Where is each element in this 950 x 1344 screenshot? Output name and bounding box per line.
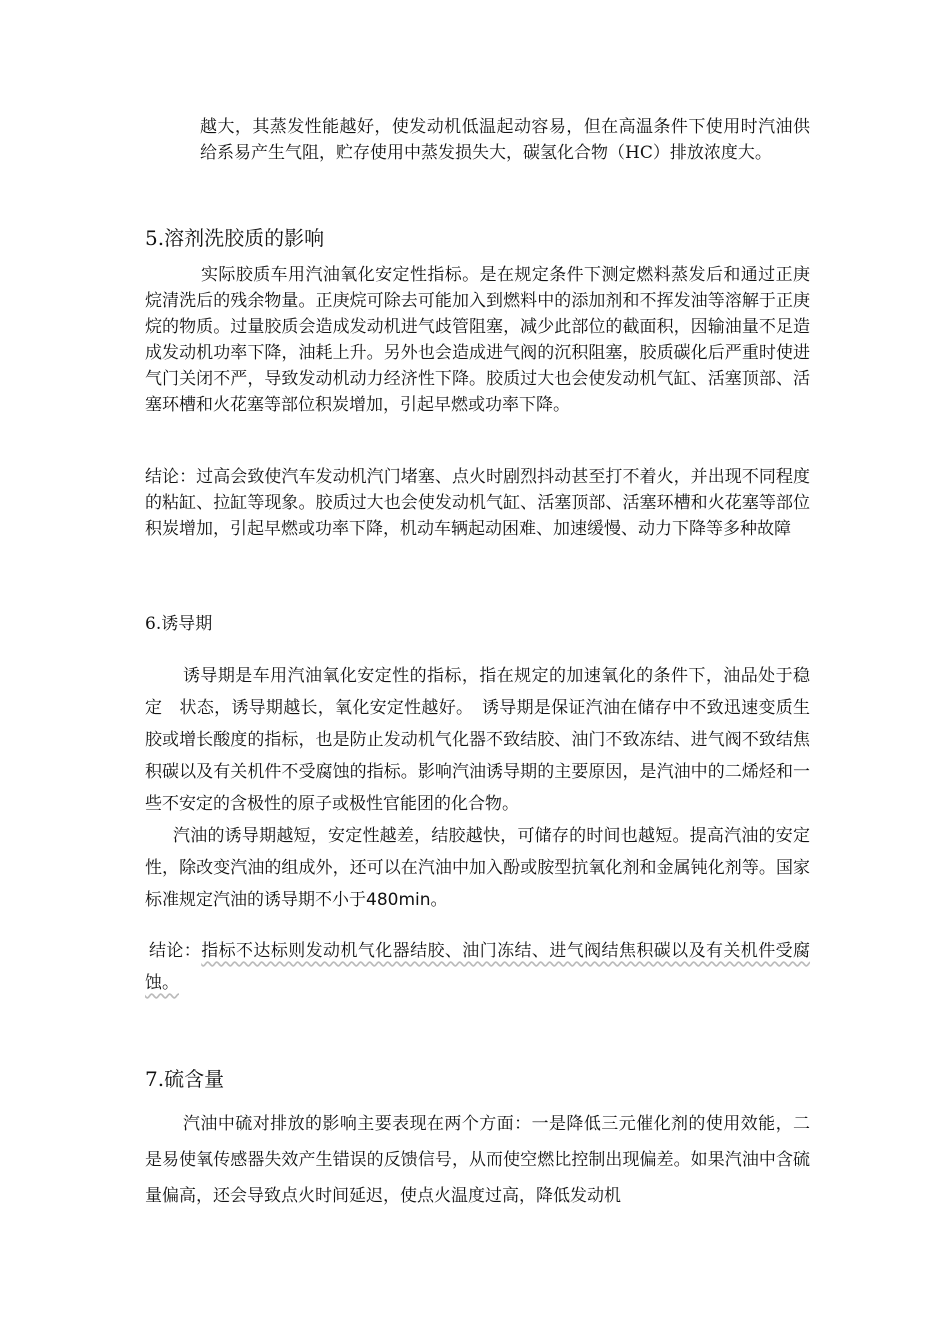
section-6-paragraph-2-end: 。 <box>430 890 448 910</box>
section-5-heading-block <box>145 224 810 252</box>
section-5-conclusion: 结论：过高会致使汽车发动机汽门堵塞、点火时剧烈抖动甚至打不着火，并出现不同程度的粘缸、拉缸等现象。胶质过大也会使发动机气缸、活塞顶部、活塞环槽和火花塞等部位积炭增加，引起早燃或功率下降，机动车辆起动困难、加速缓慢、动力下降等多种故障 <box>145 467 810 539</box>
section-6-body <box>145 660 810 916</box>
section-7-paragraph: 汽油中硫对排放的影响主要表现在两个方面：一是降低三元催化剂的使用效能，二是易使氧传感器失效产生错误的反馈信号，从而使空燃比控制出现偏差。如果汽油中含硫量偏高，还会导致点火时间延迟，使点火温度过高，降低发动机 <box>145 1114 810 1206</box>
section-5-body <box>145 262 810 418</box>
intro-paragraph: 越大，其蒸发性能越好，使发动机低温起动容易，但在高温条件下使用时汽油供给系易产生气阻，贮存使用中蒸发损失大，碳氢化合物（HC）排放浓度大。 <box>200 117 810 163</box>
section-6-heading-block <box>145 611 810 637</box>
section-6-paragraph-2-text: 汽油的诱导期越短，安定性越差，结胶越快，可储存的时间也越短。提高汽油的安定性，除改变汽油的组成外，还可以在汽油中加入酚或胺型抗氧化剂和金属钝化剂等。国家标准规定汽油的诱导期不小于 <box>145 826 810 910</box>
section-6-paragraph-2 <box>145 820 810 916</box>
section-6-conclusion-text: 指标不达标则发动机气化器结胶、油门冻结、进气阀结焦积碳以及有关机件受腐蚀。 <box>145 941 811 993</box>
section-7-body <box>145 1106 810 1214</box>
section-6-conclusion-label: 结论： <box>149 941 202 961</box>
section-5-conclusion-block <box>145 464 810 542</box>
section-6-heading: 6.诱导期 <box>145 614 213 634</box>
section-5-paragraph: 实际胶质车用汽油氧化安定性指标。是在规定条件下测定燃料蒸发后和通过正庚烷清洗后的残余物量。正庚烷可除去可能加入到燃料中的添加剂和不挥发油等溶解于正庚烷的物质。过量胶质会造成发动机进气歧管阻塞，减少此部位的截面积，因输油量不足造成发动机功率下降，油耗上升。另外也会造成进气阀的沉积阻塞，胶质碳化后严重时使进气门关闭不严，导致发动机动力经济性下降。胶质过大也会使发动机气缸、活塞顶部、活塞环槽和火花塞等部位积炭增加，引起早燃或功率下降。 <box>145 265 810 415</box>
section-7-heading: 7.硫含量 <box>145 1067 225 1091</box>
section-6-paragraph-1: 诱导期是车用汽油氧化安定性的指标，指在规定的加速氧化的条件下，油品处于稳定 状态，诱导期越长，氧化安定性越好。 诱导期是保证汽油在储存中不致迅速变质生胶或增长酸度的指标，也是防止发动机气化器不致结胶、油门不致冻结、进气阀不致结焦积碳以及有关机件不受腐蚀的指标。影响汽油诱导期的主要原因，是汽油中的二烯烃和一些不安定的含极性的原子或极性官能团的化合物。 <box>145 666 810 814</box>
section-6-conclusion <box>145 935 810 999</box>
section-6-conclusion-block <box>145 935 810 999</box>
intro-block <box>200 114 810 166</box>
section-7-heading-block <box>145 1065 810 1093</box>
induction-period-value: 480min <box>366 890 431 910</box>
section-5-heading: 5.溶剂洗胶质的影响 <box>145 226 325 250</box>
